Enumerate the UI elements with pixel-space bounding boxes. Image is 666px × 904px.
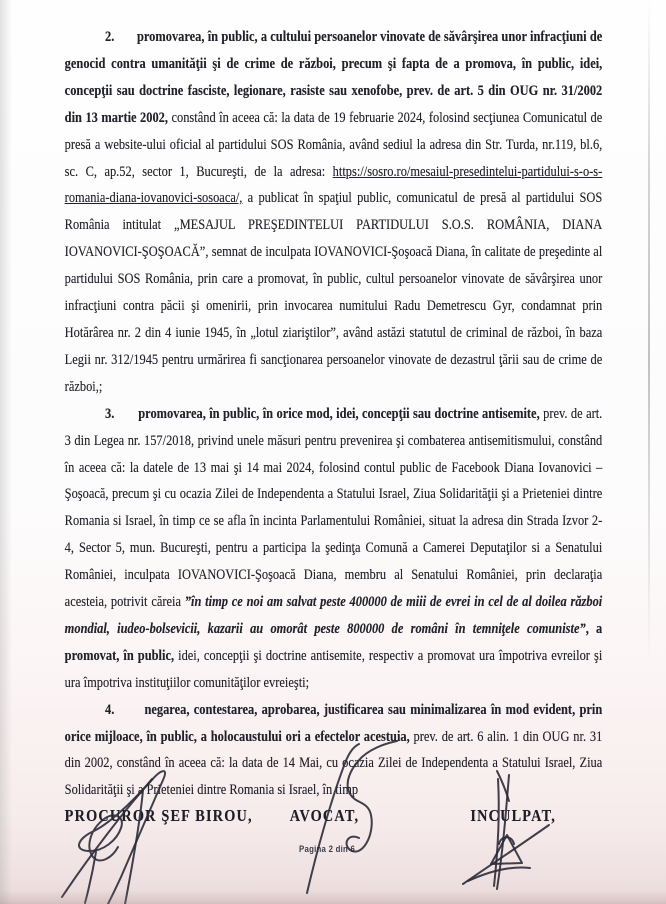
text-run: a publicat în spaţiul public, comunicatul de presă al partidului SOS România intitulat „MESAJUL PREŞEDINTELUI PARTIDULUI S.O.S. ROMÂNIA, DIANA IOVANOVICI-ŞOŞOACĂ”, semnat de inculpata IOVANOVICI-Şoşoacă Diana, în calitate de preşedinte al partidului SOS România, prin care a promovat, în public, cultul persoanelor vinovate de săvârşirea unor infracţiuni contra păcii şi omenirii, prin invocarea numitului Radu Demetrescu Gyr, condamnat prin Hotărârea nr. 2 din 4 iunie 1945, în „lotul ziariştilor”, având astăzi statutul de criminal de război, în baza Legii nr. 312/1945 pentru urmărirea fi sancţionarea persoanelor vinovate de dezastrul ţării sau de crime de război,;	[64, 190, 603, 395]
text-run: 4. negarea, contestarea, aprobarea, justificarea sau minimalizarea în mod evident, prin orice mijloace, în public, a holocaustului ori a efectelor acestuia,	[64, 701, 603, 745]
page-number: Pagina 2 din 6	[299, 844, 356, 854]
paragraph-count-2	[65, 24, 603, 401]
lawyer-label: AVOCAT,	[289, 806, 360, 825]
text-run: , a promovat, în public,	[64, 620, 603, 664]
text-run: idei, concepţii şi doctrine antisemite, respectiv a promovat ura împotriva evreilor şi ura împotriva instituţiilor comunităţilor evreieşti;	[64, 647, 603, 691]
text-run: 2. promovarea, în public, a cultului persoanelor vinovate de săvârşirea unor infracţiuni de genocid contra umanităţii şi de crime de război, precum şi fapta de a promova, în public, idei, concepţii sau doctrine fasciste, legionare, rasiste sau xenofobe, prev. de art. 5 din OUG nr. 31/2002 din 13 martie 2002,	[64, 29, 603, 126]
sos-press-release-link[interactable]: https://sosro.ro/mesaiul-presedintelui-partidului-s-o-s-romania-diana-iovanovici-sosoaca/,	[64, 163, 603, 207]
quoted-statement: ”în timp ce noi am salvat peste 400000 de miii de evrei in cel de al doilea război mondial, iudeo-bolsevicii, kazarii au omorât peste 800000 de români în temniţele comuniste”	[64, 594, 603, 637]
text-run: 3. promovarea, în public, în orice mod, idei, concepţii sau doctrine antisemite,	[105, 405, 544, 422]
paragraph-count-3	[65, 401, 603, 697]
text-run: constând în aceea că: la data de 19 februarie 2024, folosind secţiunea Comunicatul de presă a website-ului oficial al partidului SOS România, având sediul la adresa din Str. Turda, nr.119, bl.6, sc. C, ap.52, sector 1, Bucureşti, de la adresa:	[64, 109, 603, 180]
document-body	[65, 24, 603, 804]
text-run: prev. de art. 6 alin. 1 din OUG nr. 31 din 2002, constând în aceea că: la data de 14 Mai, cu ocazia Zilei de Independenta a Statului Israel, Ziua Solidarităţii şi a Prieteniei dintre Romania si Israel, în timp	[64, 728, 603, 799]
defendant-label: INCULPAT,	[470, 806, 556, 825]
paragraph-count-4	[65, 697, 603, 805]
prosecutor-label: PROCUROR ŞEF BIROU,	[64, 806, 253, 825]
text-run: prev. de art. 3 din Legea nr. 157/2018, privind unele măsuri pentru prevenirea şi combaterea antisemitismului, constând în aceea că: la datele de 13 mai şi 14 mai 2024, folosind contul public de Facebook Diana Iovanovici – Şoşoacă, precum şi cu ocazia Zilei de Independenta a Statului Israel, Ziua Solidarităţii şi a Prieteniei dintre Romania si Israel, în timp ce se afla în incinta Parlamentului României, situat la adresa din Strada Izvor 2-4, Sector 5, mun. Bucureşti, pentru a participa la şedinţa Comună a Camerei Deputaţilor si a Senatului României, inculpata IOVANOVICI-Şoşoacă Diana, membru al Senatului României, prin declaraţia acesteia, potrivit căreia	[64, 405, 603, 611]
